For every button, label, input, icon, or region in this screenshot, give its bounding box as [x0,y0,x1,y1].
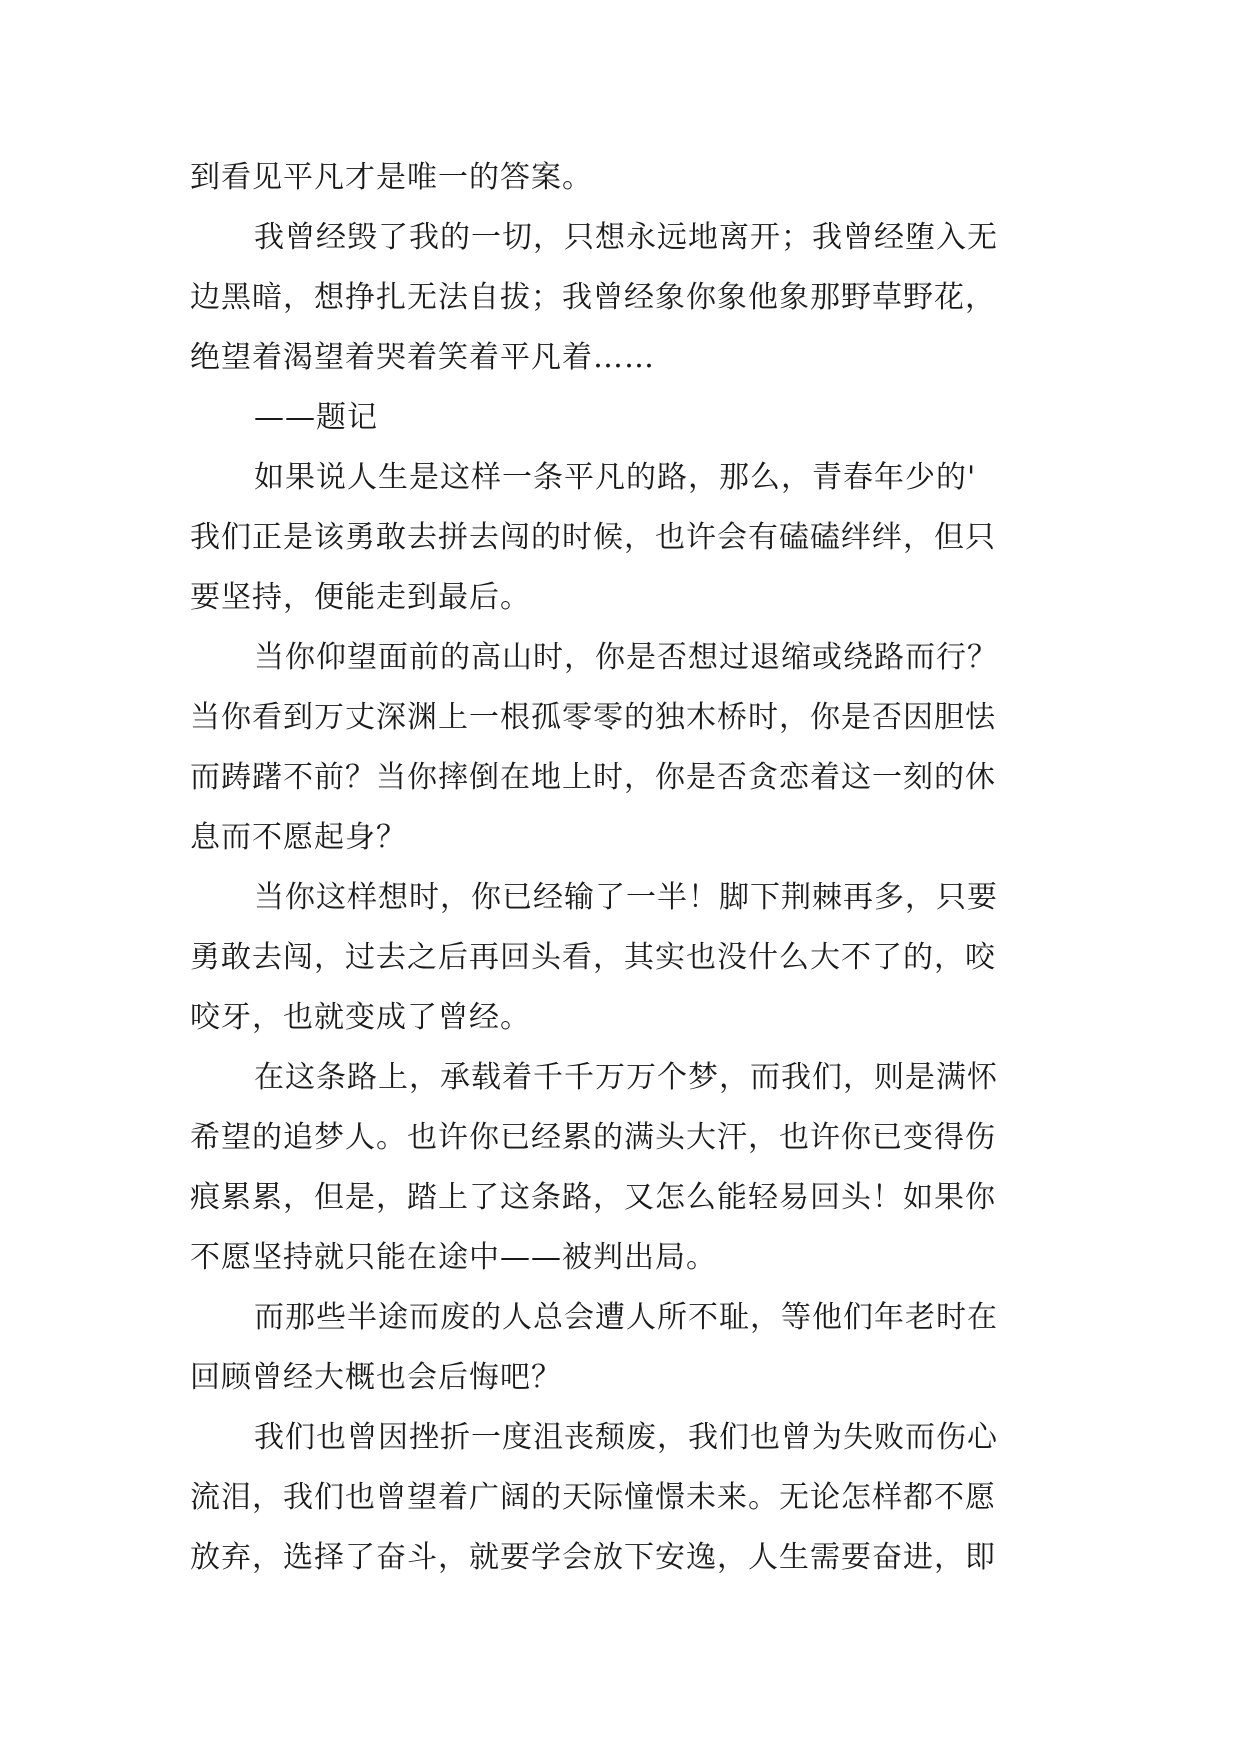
text-line: 绝望着渴望着哭着笑着平凡着…… [190,340,655,375]
text-line: 咬牙，也就变成了曾经。 [190,1000,531,1035]
text-line: 边黑暗，想挣扎无法自拔；我曾经象你象他象那野草野花， [190,280,996,315]
text-line: 回顾曾经大概也会后悔吧？ [190,1360,562,1395]
text-line: 放弃，选择了奋斗，就要学会放下安逸，人生需要奋进，即 [190,1540,996,1575]
text-line: 勇敢去闯，过去之后再回头看，其实也没什么大不了的，咬 [190,940,996,975]
text-line: 我曾经毁了我的一切，只想永远地离开；我曾经堕入无 [254,220,998,255]
essay-text [190,158,1050,1598]
text-line: 希望的追梦人。也许你已经累的满头大汗，也许你已变得伤 [190,1120,996,1155]
text-line: 当你看到万丈深渊上一根孤零零的独木桥时，你是否因胆怯 [190,700,996,735]
text-line: 而那些半途而废的人总会遭人所不耻，等他们年老时在 [254,1300,998,1335]
text-line: 我们正是该勇敢去拼去闯的时候，也许会有磕磕绊绊，但只 [190,520,996,555]
text-line: 流泪，我们也曾望着广阔的天际憧憬未来。无论怎样都不愿 [190,1480,996,1515]
text-line: 如果说人生是这样一条平凡的路，那么，青春年少的' [254,460,977,495]
text-line: 要坚持，便能走到最后。 [190,580,531,615]
text-line: 痕累累，但是，踏上了这条路，又怎么能轻易回头！如果你 [190,1180,996,1215]
text-line: 我们也曾因挫折一度沮丧颓废，我们也曾为失败而伤心 [254,1420,998,1455]
text-line: 不愿坚持就只能在途中——被判出局。 [190,1240,717,1275]
epigraph-attribution: ——题记 [254,400,378,435]
text-line: 而踌躇不前？当你摔倒在地上时，你是否贪恋着这一刻的休 [190,760,996,795]
text-line: 在这条路上，承载着千千万万个梦，而我们，则是满怀 [254,1060,998,1095]
text-line: 当你这样想时，你已经输了一半！脚下荆棘再多，只要 [254,880,998,915]
text-line: 息而不愿起身？ [190,820,407,855]
text-line: 当你仰望面前的高山时，你是否想过退缩或绕路而行？ [254,640,998,675]
text-line: 到看见平凡才是唯一的答案。 [190,160,593,195]
